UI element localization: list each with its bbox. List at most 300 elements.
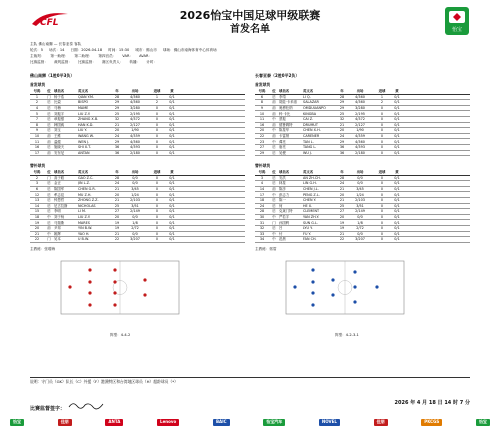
- table-cell: 后: [47, 122, 51, 127]
- meta-field: 场次：14: [49, 47, 65, 52]
- table-cell: 前: [272, 100, 276, 105]
- table-cell: 彭志力: [279, 192, 290, 197]
- divider: [30, 377, 470, 378]
- table-cell: 吴俊: [279, 150, 286, 155]
- table-cell: 1: [380, 94, 384, 99]
- table-cell: 0/0: [132, 175, 138, 180]
- meta-field: AVAR：: [139, 53, 153, 58]
- table-cell: 0: [380, 226, 384, 231]
- svg-text:CFL: CFL: [40, 18, 59, 28]
- table-cell: 21: [34, 231, 40, 236]
- table-cell: 后: [47, 100, 51, 105]
- table-cell: U B.W.: [78, 237, 90, 242]
- table-cell: 范晨: [279, 237, 286, 242]
- table-cell: 36: [114, 150, 120, 155]
- home-coach: 主教练：张增海: [30, 247, 56, 251]
- table-cell: 24: [339, 134, 345, 138]
- table-cell: 29: [339, 139, 345, 144]
- table-cell: 李明: [54, 209, 61, 214]
- table-cell: 吴本: [54, 237, 61, 242]
- table-cell: 前: [47, 139, 51, 144]
- table-cell: 0: [380, 134, 384, 138]
- table-cell: 0/1: [169, 231, 175, 236]
- table-cell: 28: [339, 175, 345, 180]
- table-cell: 16: [34, 145, 40, 150]
- table-cell: 0/1: [169, 94, 175, 99]
- table-cell: 29: [114, 100, 120, 105]
- table-cell: 10: [259, 111, 265, 116]
- table-cell: 4/360: [355, 94, 365, 99]
- table-cell: 3/51: [131, 203, 139, 208]
- table-cell: 0: [380, 215, 384, 219]
- table-cell: 0/1: [394, 117, 400, 122]
- table-cell: 0/1: [394, 94, 400, 99]
- table-cell: 25: [339, 111, 345, 116]
- svg-text:怡宝: 怡宝: [451, 27, 463, 33]
- table-cell: 0/1: [169, 198, 175, 203]
- table-cell: 27: [114, 209, 120, 214]
- table-cell: 0/1: [394, 220, 400, 225]
- table-cell: 0: [155, 192, 159, 197]
- table-cell: 0: [380, 220, 384, 225]
- table-cell: 4/393: [130, 145, 140, 150]
- table-cell: 29: [114, 139, 120, 144]
- table-cell: 中: [47, 215, 51, 219]
- table-cell: 0: [380, 122, 384, 127]
- table-cell: 1: [35, 94, 39, 99]
- sponsor-logo: PKCGS: [421, 419, 442, 426]
- table-cell: 2/103: [130, 198, 140, 203]
- meta-field: 第一助理：: [50, 53, 69, 58]
- sponsor-bar: [10, 419, 490, 426]
- table-cell: 陈星华: [279, 128, 290, 133]
- table-cell: 19: [114, 226, 120, 231]
- table-cell: 0/1: [169, 187, 175, 192]
- table-cell: 4/372: [355, 117, 365, 122]
- table-cell: 何: [279, 203, 283, 208]
- table-cell: ZHANG X.B.: [78, 117, 99, 122]
- table-cell: 0/0: [357, 181, 363, 186]
- table-cell: 刘玉: [54, 128, 61, 133]
- table-cell: 0/0: [357, 231, 363, 236]
- table-cell: CARENER: [303, 134, 320, 138]
- table-cell: 9: [260, 106, 264, 111]
- table-cell: LIU Z.Y.: [78, 111, 91, 116]
- table-cell: 0/1: [394, 139, 400, 144]
- home-team-label: 佛山南狮（1胜0平3负）: [30, 73, 75, 78]
- table-cell: 0: [380, 192, 384, 197]
- table-cell: 安东尼: [54, 150, 65, 155]
- meta-field: 赛区负责人：: [101, 59, 124, 64]
- page-subtitle: 首发名单: [230, 24, 270, 35]
- starters-heading: 首发球员: [30, 82, 46, 87]
- table-cell: 0: [380, 139, 384, 144]
- table-cell: 9: [35, 128, 39, 133]
- away-formation-diagram: [285, 260, 405, 315]
- table-cell: 0/1: [169, 134, 175, 138]
- table-cell: TANG L.: [303, 145, 317, 150]
- table-cell: 奥穆杜纳: [279, 106, 293, 111]
- table-cell: 2: [155, 100, 159, 105]
- table-cell: 温健: [54, 139, 61, 144]
- column-header: 出场: [131, 170, 139, 175]
- table-cell: 0/1: [394, 226, 400, 231]
- table-cell: 0: [155, 181, 159, 186]
- table-cell: 前: [47, 150, 51, 155]
- column-header: 进球: [153, 89, 161, 94]
- table-cell: 17: [34, 150, 40, 155]
- table-cell: 0/1: [169, 139, 175, 144]
- table-cell: 6: [260, 94, 264, 99]
- table-cell: LI M.: [78, 209, 86, 214]
- table-cell: 前: [272, 106, 276, 111]
- column-header: 出场: [131, 89, 139, 94]
- table-cell: 32: [339, 117, 345, 122]
- table-cell: 0/1: [169, 220, 175, 225]
- table-cell: 20: [114, 192, 120, 197]
- table-cell: FAN CH.: [303, 237, 317, 242]
- table-cell: 后: [47, 106, 51, 111]
- table-cell: 0/1: [169, 111, 175, 116]
- table-cell: 高子聪: [54, 175, 65, 180]
- table-cell: 36: [339, 150, 345, 155]
- meta-field: VAR：: [122, 53, 134, 58]
- table-cell: 4/360: [130, 94, 140, 99]
- column-header: 出场: [356, 170, 364, 175]
- table-cell: 4: [260, 181, 264, 186]
- table-cell: MAME: [78, 106, 89, 111]
- column-header: 进球: [153, 170, 161, 175]
- table-cell: 后: [47, 145, 51, 150]
- table-cell: 0/1: [394, 198, 400, 203]
- table-cell: 0/1: [394, 134, 400, 138]
- table-cell: 19: [339, 226, 345, 231]
- meta-field: 裁判监督：: [53, 59, 72, 64]
- table-cell: 21: [114, 122, 120, 127]
- table-cell: 比索: [54, 100, 61, 105]
- table-cell: 0/1: [394, 181, 400, 186]
- table-cell: 0: [380, 187, 384, 192]
- table-cell: LIN G.H.: [303, 181, 317, 186]
- table-cell: 0: [155, 128, 159, 133]
- table-cell: 章振强: [54, 117, 65, 122]
- table-cell: 0/1: [169, 145, 175, 150]
- table-cell: SALAZAR: [303, 100, 319, 105]
- table-cell: 德鲁姆特: [279, 122, 293, 127]
- table-cell: 2/149: [355, 209, 365, 214]
- table-cell: 尼古拉斯: [54, 203, 68, 208]
- table-cell: 中: [272, 237, 276, 242]
- table-cell: 24: [259, 203, 265, 208]
- table-cell: CAI Z.: [303, 117, 314, 122]
- table-cell: 孙国利: [279, 220, 290, 225]
- table-cell: 后: [272, 175, 276, 180]
- table-cell: 0: [155, 226, 159, 231]
- table-cell: WEN J.: [78, 139, 90, 144]
- table-cell: 0/0: [132, 181, 138, 186]
- table-cell: 21: [339, 231, 345, 236]
- column-header: 位: [272, 170, 276, 175]
- officials-row: [30, 59, 470, 65]
- table-cell: 刘子杨: [54, 215, 65, 219]
- table-cell: 29: [259, 150, 265, 155]
- table-cell: 7: [35, 117, 39, 122]
- table-cell: 0/1: [394, 106, 400, 111]
- column-header: 年: [115, 89, 119, 94]
- table-cell: 2/103: [355, 198, 365, 203]
- sponsor-logo: 怡宝汽车: [263, 419, 285, 426]
- table-cell: MARES: [78, 220, 90, 225]
- table-cell: 陈国军: [54, 187, 65, 192]
- table-cell: 2/149: [130, 209, 140, 214]
- table-cell: 谭亮: [279, 139, 286, 144]
- table-cell: 0/1: [394, 145, 400, 150]
- table-cell: 5: [35, 111, 39, 116]
- home-subs-table: [30, 170, 245, 243]
- table-cell: 2/195: [355, 111, 365, 116]
- column-header: 进球: [378, 170, 386, 175]
- table-cell: 20: [339, 128, 345, 133]
- table-cell: 1/90: [131, 128, 139, 133]
- meta-field: 时间：15:30: [108, 47, 130, 52]
- meta-field: 第二助理：: [74, 53, 93, 58]
- table-cell: 后: [272, 94, 276, 99]
- table-cell: 21: [339, 122, 345, 127]
- match-info: [30, 41, 470, 65]
- table-cell: 卡雷纳: [279, 134, 290, 138]
- table-cell: 0/1: [394, 122, 400, 127]
- table-cell: 0/1: [394, 203, 400, 208]
- table-cell: 1/24: [356, 192, 364, 197]
- away-coach: 主教练：郭眉: [255, 247, 277, 251]
- table-cell: SHI X.T.: [78, 145, 91, 150]
- table-cell: 中: [47, 231, 51, 236]
- table-cell: 4/372: [130, 117, 140, 122]
- table-cell: 10: [34, 134, 40, 138]
- handwritten-signature: [67, 400, 107, 410]
- table-cell: 刘振宇: [54, 111, 65, 116]
- table-cell: 0/1: [169, 215, 175, 219]
- table-cell: 2/127: [130, 122, 140, 127]
- table-cell: 0/1: [169, 122, 175, 127]
- column-header: 黄: [170, 170, 174, 175]
- column-header: 号码: [258, 170, 266, 175]
- table-cell: 20: [339, 215, 345, 219]
- table-cell: 0: [155, 139, 159, 144]
- column-header: 号码: [258, 89, 266, 94]
- table-cell: 27: [259, 145, 265, 150]
- table-cell: 0: [380, 209, 384, 214]
- sponsor-logo: Lenovo: [157, 419, 179, 426]
- table-cell: 0: [155, 117, 159, 122]
- table-cell: 3/51: [356, 203, 364, 208]
- table-cell: HE X.: [303, 203, 313, 208]
- table-cell: 3/207: [130, 237, 140, 242]
- table-cell: ZHONG Z.Z.: [78, 198, 99, 203]
- table-cell: 3: [35, 181, 39, 186]
- legend-note: 说明：守门员（GK）队长（C）外援（F）港澳特区和台湾地区球员（H）超龄球员（*）: [30, 379, 178, 384]
- table-cell: AN ZH.CH.: [303, 175, 321, 180]
- table-cell: 3/45: [131, 187, 139, 192]
- table-cell: 1/8: [357, 220, 363, 225]
- table-cell: 科·卡比: [279, 111, 291, 116]
- sponsor-logo: 佳朋: [374, 419, 388, 426]
- table-cell: KINGBA: [303, 111, 317, 116]
- table-cell: 22: [339, 237, 345, 242]
- table-cell: SUN G.L.: [303, 220, 318, 225]
- table-cell: 17: [259, 192, 265, 197]
- table-cell: 0/1: [169, 100, 175, 105]
- table-cell: 18: [34, 215, 40, 219]
- table-cell: 36: [114, 145, 120, 150]
- table-cell: 0: [155, 237, 159, 242]
- sponsor-logo: BAIC: [213, 419, 230, 426]
- column-header: 黄: [395, 89, 399, 94]
- table-cell: 20: [259, 128, 265, 133]
- table-cell: WANG W.: [78, 134, 94, 138]
- table-cell: 后: [47, 187, 51, 192]
- table-cell: MU Z.H.: [78, 192, 92, 197]
- subs-heading: 替补球员: [255, 163, 271, 168]
- table-cell: 36: [339, 145, 345, 150]
- table-row: [30, 237, 245, 243]
- table-cell: 15: [34, 209, 40, 214]
- table-cell: 2/72: [356, 226, 364, 231]
- table-cell: 13: [34, 198, 40, 203]
- table-cell: 21: [114, 231, 120, 236]
- supervisor-signature: 比赛监督签字：: [30, 400, 107, 412]
- table-cell: 1/8: [132, 220, 138, 225]
- away-subs-table: [255, 170, 470, 243]
- table-cell: 0: [380, 181, 384, 186]
- table-cell: 31: [259, 220, 265, 225]
- table-cell: 21: [114, 198, 120, 203]
- table-cell: 金正: [54, 181, 61, 186]
- table-cell: 0: [380, 175, 384, 180]
- table-cell: 前: [272, 122, 276, 127]
- table-cell: 韩国威: [54, 122, 65, 127]
- table-cell: 21: [339, 198, 345, 203]
- table-cell: GAO Z.C.: [78, 175, 94, 180]
- table-cell: 马梅: [54, 106, 61, 111]
- table-cell: 0: [380, 145, 384, 150]
- table-cell: 0: [380, 198, 384, 203]
- table-cell: 1/90: [356, 128, 364, 133]
- table-cell: 后: [47, 117, 51, 122]
- table-cell: 0: [380, 150, 384, 155]
- table-cell: 0: [155, 150, 159, 155]
- column-header: 位: [47, 89, 51, 94]
- table-cell: 王维: [54, 134, 61, 138]
- table-cell: 0: [155, 145, 159, 150]
- table-cell: 0/1: [394, 215, 400, 219]
- table-row: [255, 151, 470, 157]
- table-cell: 0: [155, 231, 159, 236]
- table-cell: 0: [380, 111, 384, 116]
- table-cell: 安洪: [279, 175, 286, 180]
- table-cell: LIU Y.: [78, 128, 87, 133]
- table-cell: 33: [259, 231, 265, 236]
- table-cell: 0/1: [394, 175, 400, 180]
- table-cell: 20: [114, 128, 120, 133]
- table-cell: 陈彦: [279, 187, 286, 192]
- table-cell: NICHOLAS: [78, 203, 96, 208]
- table-cell: 0/1: [169, 175, 175, 180]
- table-cell: 14: [259, 187, 265, 192]
- meta-field: 比赛监督：: [30, 59, 48, 64]
- table-cell: 4: [35, 106, 39, 111]
- table-cell: 后: [47, 181, 51, 186]
- away-team-label: 长春亚泰（2胜0平2负）: [255, 73, 300, 78]
- column-header: 年: [340, 170, 344, 175]
- table-cell: 0/0: [132, 231, 138, 236]
- column-header: 位: [272, 89, 276, 94]
- table-cell: 后: [47, 209, 51, 214]
- table-cell: 29: [339, 100, 345, 105]
- table-cell: 28: [259, 209, 265, 214]
- column-header: 球员名: [279, 170, 290, 175]
- table-cell: 0/1: [169, 106, 175, 111]
- table-cell: 34: [259, 237, 265, 242]
- table-cell: 0/1: [394, 111, 400, 116]
- sponsor-logo: 怡宝: [476, 419, 490, 426]
- column-header: 球员名: [54, 170, 65, 175]
- table-cell: 0/1: [394, 237, 400, 242]
- table-cell: 0: [380, 106, 384, 111]
- table-cell: 后: [47, 220, 51, 225]
- table-cell: CHEN Y.: [303, 198, 317, 203]
- table-cell: CHEN X.H.: [303, 128, 321, 133]
- table-cell: 21: [339, 187, 345, 192]
- table-cell: 4/359: [355, 134, 365, 138]
- table-cell: 25: [114, 203, 120, 208]
- table-cell: 门: [47, 237, 51, 242]
- column-header: 球员名: [279, 89, 290, 94]
- column-header: 黄: [395, 170, 399, 175]
- table-cell: 6: [35, 187, 39, 192]
- table-cell: 32: [114, 117, 120, 122]
- table-cell: 0/1: [169, 209, 175, 214]
- table-cell: 后: [272, 203, 276, 208]
- meta-field: 转播：: [129, 59, 141, 64]
- table-cell: 林星: [279, 181, 286, 186]
- table-cell: 0: [380, 128, 384, 133]
- table-cell: 0/1: [394, 187, 400, 192]
- table-cell: 28: [114, 175, 120, 180]
- table-cell: 蔡振: [279, 117, 286, 122]
- home-starters-table: [30, 89, 245, 156]
- table-cell: 18: [259, 198, 265, 203]
- table-cell: 4/359: [130, 134, 140, 138]
- table-cell: 付: [279, 231, 283, 236]
- table-cell: 20: [114, 215, 120, 219]
- table-cell: 0/1: [169, 181, 175, 186]
- table-cell: 0/1: [169, 226, 175, 231]
- table-cell: OMDUUANPO: [303, 106, 326, 111]
- meta-field: 计时：: [146, 59, 158, 64]
- table-cell: 28: [114, 94, 120, 99]
- table-cell: 8: [35, 122, 39, 127]
- table-cell: 12: [34, 192, 40, 197]
- table-cell: PENG Z.L.: [303, 192, 320, 197]
- table-cell: 尹邦: [54, 226, 61, 231]
- table-cell: 24: [114, 181, 120, 186]
- table-cell: ANTAN: [78, 150, 90, 155]
- table-cell: 30: [259, 215, 265, 219]
- table-cell: 后: [272, 226, 276, 231]
- away-formation-label: 阵型：4-2-3-1: [335, 333, 359, 337]
- column-header: 号码: [33, 89, 41, 94]
